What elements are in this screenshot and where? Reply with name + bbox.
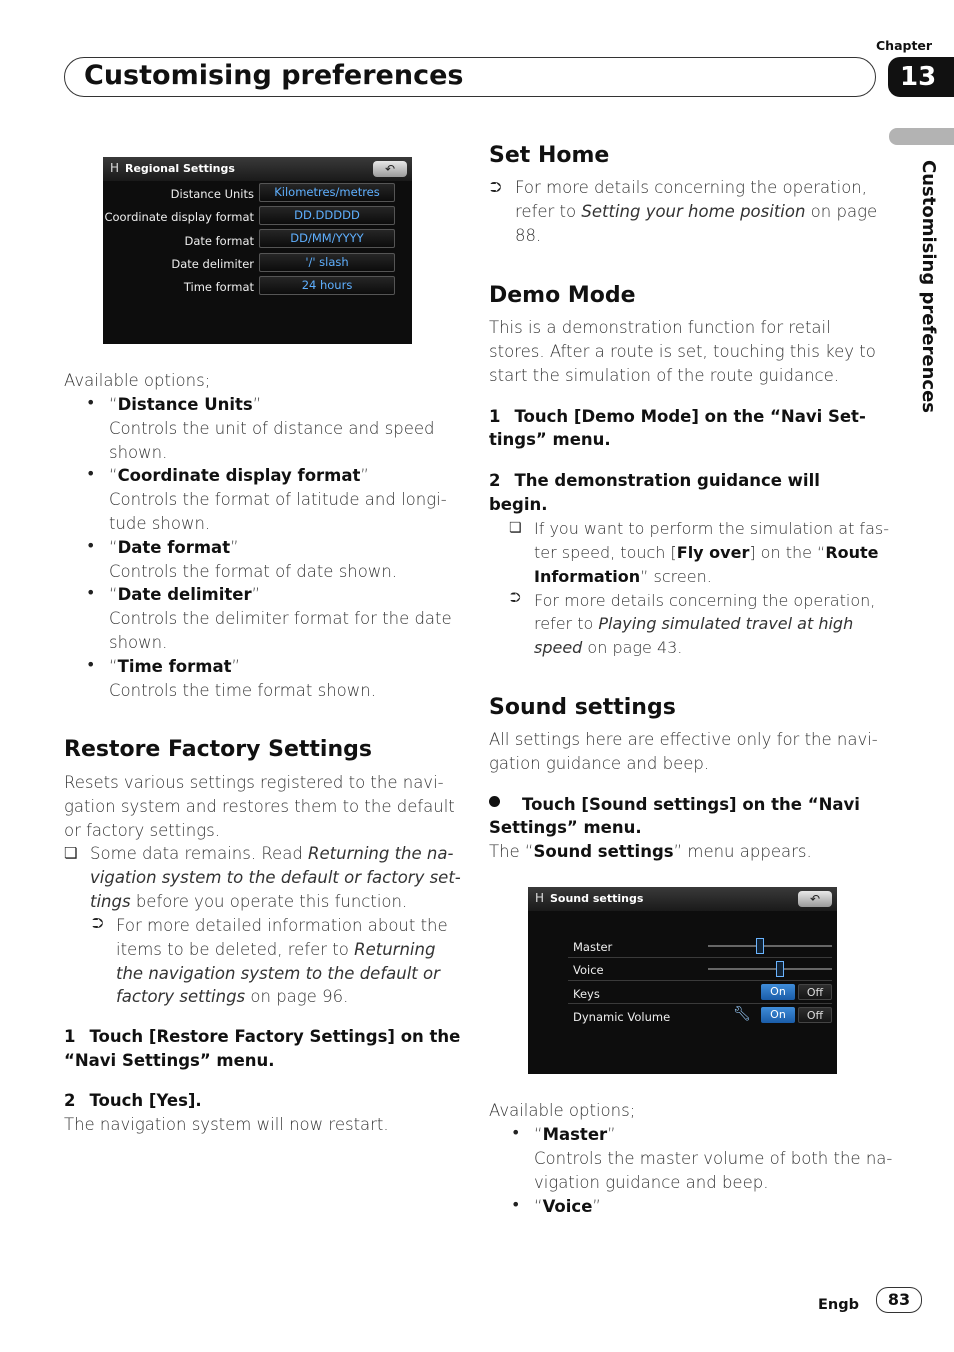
restore-para: gation system and restores them to the default xyxy=(64,797,455,816)
demo-ref: For more details concerning the operation, xyxy=(534,591,876,610)
option-time-format: “Time format” xyxy=(109,657,241,676)
restore-note: vigation system to the default or factory set- xyxy=(90,868,461,887)
row-label-coordinate-format: Coordinate display format xyxy=(104,210,254,224)
option-desc: shown. xyxy=(109,443,168,462)
option-distance-units: “Distance Units” xyxy=(109,395,262,414)
row-label-distance-units: Distance Units xyxy=(170,187,254,201)
filled-bullet-icon xyxy=(489,796,500,807)
panel-titlebar xyxy=(103,157,412,181)
sound-heading: Sound settings xyxy=(489,695,676,720)
demo-step-1-cont: tings” menu. xyxy=(489,430,611,449)
restore-ref: the navigation system to the default or xyxy=(116,964,440,983)
chapter-number: 13 xyxy=(888,57,954,97)
demo-note: ter speed, touch [Fly over] on the “Route xyxy=(534,543,879,562)
option-master: “Master” xyxy=(534,1125,616,1144)
option-coordinate-format: “Coordinate display format” xyxy=(109,466,369,485)
option-desc: Controls the master volume of both the na- xyxy=(534,1149,893,1168)
dynamic-volume-label: Dynamic Volume xyxy=(573,1010,671,1024)
restore-para: or factory settings. xyxy=(64,821,220,840)
settings-tool-icon: 𝖧 xyxy=(535,891,545,905)
bullet-icon: • xyxy=(86,583,96,602)
demo-step-2-cont: begin. xyxy=(489,495,548,514)
set-home-ref: 88. xyxy=(515,226,542,245)
demo-para: start the simulation of the route guidance. xyxy=(489,366,840,385)
keys-label: Keys xyxy=(573,987,600,1001)
row-label-date-format: Date format xyxy=(184,234,254,248)
settings-tool-icon: 𝖧 xyxy=(110,161,120,175)
option-desc: Controls the format of date shown. xyxy=(109,562,398,581)
demo-ref: speed on page 43. xyxy=(534,638,683,657)
sound-step-cont: Settings” menu. xyxy=(489,818,642,837)
restore-step-1-cont: “Navi Settings” menu. xyxy=(64,1051,275,1070)
note-checkbox-icon: ❏ xyxy=(64,844,78,862)
row-value-coordinate-format[interactable]: DD.DDDDD xyxy=(259,206,395,225)
demo-note: Information” screen. xyxy=(534,567,712,586)
row-divider xyxy=(568,1003,832,1004)
wrench-icon[interactable]: 🔧︎ xyxy=(733,1006,751,1022)
option-desc: Controls the format of latitude and longi- xyxy=(109,490,447,509)
restore-ref: For more detailed information about the xyxy=(116,916,448,935)
sound-step: Touch [Sound settings] on the “Navi xyxy=(522,795,860,814)
option-desc: shown. xyxy=(109,633,168,652)
back-arrow-icon[interactable]: ↶ xyxy=(373,161,407,177)
demo-heading: Demo Mode xyxy=(489,283,636,308)
bullet-icon: • xyxy=(86,464,96,483)
option-desc: Controls the time format shown. xyxy=(109,681,376,700)
sound-settings-screenshot xyxy=(528,887,837,1074)
demo-para: stores. After a route is set, touching this key to xyxy=(489,342,876,361)
row-value-time-format[interactable]: 24 hours xyxy=(259,276,395,295)
master-slider-knob[interactable] xyxy=(756,938,764,954)
regional-settings-screenshot xyxy=(103,157,412,344)
option-desc: vigation guidance and beep. xyxy=(534,1173,769,1192)
option-voice: “Voice” xyxy=(534,1197,601,1216)
panel-titlebar xyxy=(528,887,837,911)
demo-ref: refer to Playing simulated travel at high xyxy=(534,614,854,633)
keys-on-button[interactable]: On xyxy=(761,984,795,1000)
row-value-date-delimiter[interactable]: '/' slash xyxy=(259,253,395,272)
row-label-date-delimiter: Date delimiter xyxy=(171,257,254,271)
row-value-distance-units[interactable]: Kilometres/metres xyxy=(259,183,395,202)
footer-language: Engb xyxy=(818,1297,859,1313)
restore-para: Resets various settings registered to the navi- xyxy=(64,773,444,792)
restore-ref: items to be deleted, refer to Returning xyxy=(116,940,436,959)
dynamic-off-button[interactable]: Off xyxy=(798,1007,832,1023)
keys-off-button[interactable]: Off xyxy=(798,984,832,1000)
set-home-heading: Set Home xyxy=(489,143,610,168)
voice-slider[interactable] xyxy=(708,968,832,970)
restore-note: tings before you operate this function. xyxy=(90,892,408,911)
panel-title: Regional Settings xyxy=(125,162,235,175)
sound-step-result: The “Sound settings” menu appears. xyxy=(489,842,812,861)
bullet-icon: • xyxy=(511,1195,521,1214)
options-intro: Available options; xyxy=(489,1101,636,1120)
restore-step-2: 2 Touch [Yes]. xyxy=(64,1091,202,1110)
row-label-time-format: Time format xyxy=(183,280,254,294)
row-divider xyxy=(568,980,832,981)
option-date-delimiter: “Date delimiter” xyxy=(109,585,261,604)
reference-arrow-icon: ⮊ xyxy=(92,914,104,932)
side-tab-bar xyxy=(889,128,954,145)
bullet-icon: • xyxy=(86,536,96,555)
note-checkbox-icon: ❏ xyxy=(509,520,522,536)
option-date-format: “Date format” xyxy=(109,538,239,557)
row-value-date-format[interactable]: DD/MM/YYYY xyxy=(259,229,395,248)
voice-slider-knob[interactable] xyxy=(776,961,784,977)
reference-arrow-icon: ⮊ xyxy=(510,590,521,606)
sound-para: gation guidance and beep. xyxy=(489,754,710,773)
demo-step-2: 2 The demonstration guidance will xyxy=(489,471,820,490)
option-desc: tude shown. xyxy=(109,514,211,533)
page-number: 83 xyxy=(876,1287,922,1313)
set-home-ref: refer to Setting your home position on page xyxy=(515,202,878,221)
bullet-icon: • xyxy=(86,655,96,674)
restore-step-2-result: The navigation system will now restart. xyxy=(64,1115,389,1134)
bullet-icon: • xyxy=(86,393,96,412)
restore-step-1: 1 Touch [Restore Factory Settings] on the xyxy=(64,1027,461,1046)
restore-note: Some data remains. Read Returning the na- xyxy=(90,844,454,863)
sound-para: All settings here are effective only for the navi- xyxy=(489,730,878,749)
back-arrow-icon[interactable]: ↶ xyxy=(798,891,832,907)
demo-step-1: 1 Touch [Demo Mode] on the “Navi Set- xyxy=(489,407,866,426)
restore-ref: factory settings on page 96. xyxy=(116,987,349,1006)
restore-heading: Restore Factory Settings xyxy=(64,737,372,762)
dynamic-on-button[interactable]: On xyxy=(761,1007,795,1023)
option-desc: Controls the delimiter format for the date xyxy=(109,609,452,628)
master-slider[interactable] xyxy=(708,945,832,947)
set-home-ref: For more details concerning the operation, xyxy=(515,178,868,197)
panel-title: Sound settings xyxy=(550,892,644,905)
chapter-label: Chapter xyxy=(876,38,933,53)
bullet-icon: • xyxy=(511,1123,521,1142)
option-desc: Controls the unit of distance and speed xyxy=(109,419,435,438)
master-label: Master xyxy=(573,940,613,954)
demo-note: If you want to perform the simulation at fas- xyxy=(534,519,889,538)
reference-arrow-icon: ⮊ xyxy=(490,178,502,196)
side-tab-label: Customising preferences xyxy=(918,160,939,413)
demo-para: This is a demonstration function for retail xyxy=(489,318,831,337)
row-divider xyxy=(568,957,832,958)
options-intro: Available options; xyxy=(64,371,211,390)
page-title: Customising preferences xyxy=(84,60,464,91)
voice-label: Voice xyxy=(573,963,604,977)
